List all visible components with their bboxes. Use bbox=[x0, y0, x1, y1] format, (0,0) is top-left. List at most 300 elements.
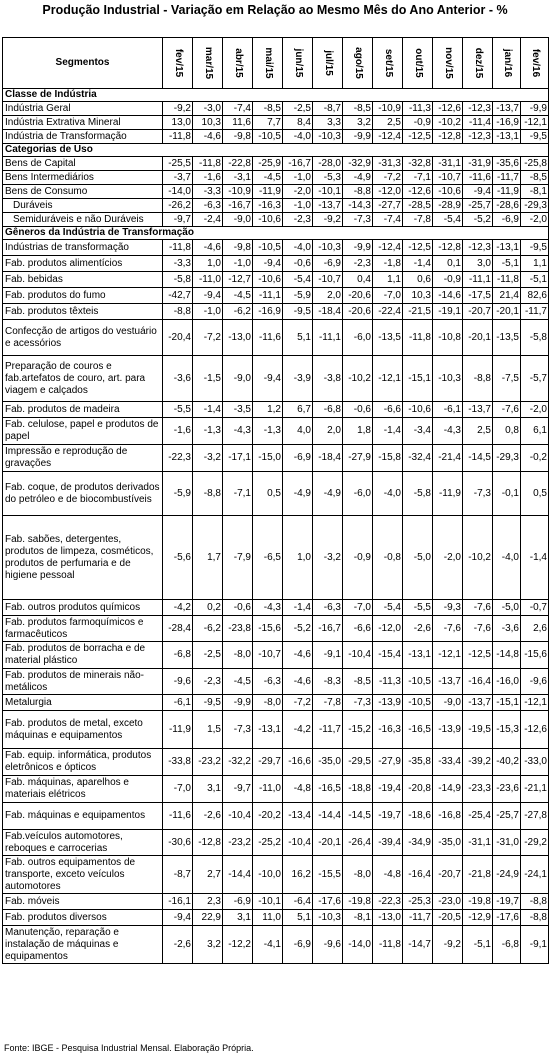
row-label: Preparação de couros e fab.artefatos de couro, art. para viagem e calçados bbox=[3, 356, 163, 402]
value-cell: -1,4 bbox=[193, 402, 223, 418]
table-row bbox=[3, 669, 549, 695]
value-cell: -8,7 bbox=[163, 856, 193, 894]
value-cell: -15,8 bbox=[373, 445, 403, 472]
value-cell: 13,0 bbox=[163, 116, 193, 130]
value-cell: 0,2 bbox=[193, 600, 223, 616]
value-cell: -31,9 bbox=[463, 157, 493, 171]
value-cell: -11,8 bbox=[163, 240, 193, 256]
value-cell: -7,2 bbox=[283, 695, 313, 711]
value-cell: -4,5 bbox=[223, 669, 253, 695]
value-cell: -26,2 bbox=[163, 199, 193, 213]
value-cell: -16,1 bbox=[163, 894, 193, 910]
value-cell: -23,0 bbox=[433, 894, 463, 910]
value-cell: -7,2 bbox=[193, 320, 223, 356]
value-cell: -3,4 bbox=[403, 418, 433, 445]
value-cell: -0,6 bbox=[223, 600, 253, 616]
value-cell: -22,3 bbox=[373, 894, 403, 910]
value-cell: -13,9 bbox=[373, 695, 403, 711]
value-cell: -1,0 bbox=[193, 304, 223, 320]
value-cell: -9,1 bbox=[521, 926, 549, 964]
table-body bbox=[3, 89, 549, 964]
table-row bbox=[3, 418, 549, 445]
row-label: Indústrias de transformação bbox=[3, 240, 163, 256]
value-cell: -9,4 bbox=[163, 910, 193, 926]
value-cell: -14,4 bbox=[313, 803, 343, 830]
row-label: Fab. outros equipamentos de transporte, exceto veículos automotores bbox=[3, 856, 163, 894]
value-cell: -10,4 bbox=[223, 803, 253, 830]
value-cell: -3,9 bbox=[283, 356, 313, 402]
row-label: Fab. produtos farmoquímicos e farmacêuticos bbox=[3, 616, 163, 642]
value-cell: -19,7 bbox=[373, 803, 403, 830]
value-cell: -8,0 bbox=[343, 856, 373, 894]
value-cell: -28,6 bbox=[493, 199, 521, 213]
value-cell: -4,2 bbox=[283, 711, 313, 749]
value-cell: -9,6 bbox=[163, 669, 193, 695]
value-cell: -1,3 bbox=[193, 418, 223, 445]
value-cell: -6,0 bbox=[343, 320, 373, 356]
value-cell: -10,5 bbox=[253, 130, 283, 144]
value-cell: -29,3 bbox=[493, 445, 521, 472]
row-label: Metalurgia bbox=[3, 695, 163, 711]
value-cell: -3,2 bbox=[193, 445, 223, 472]
value-cell: 10,3 bbox=[403, 288, 433, 304]
value-cell: -25,4 bbox=[463, 803, 493, 830]
value-cell: -4,3 bbox=[433, 418, 463, 445]
value-cell: -33,4 bbox=[433, 749, 463, 776]
section-title: Classe de Indústria bbox=[3, 89, 549, 102]
value-cell: -12,4 bbox=[373, 130, 403, 144]
row-label: Fab. produtos têxteis bbox=[3, 304, 163, 320]
value-cell: -15,2 bbox=[343, 711, 373, 749]
value-cell: -4,9 bbox=[313, 472, 343, 516]
value-cell: -10,7 bbox=[313, 272, 343, 288]
value-cell: -16,6 bbox=[283, 749, 313, 776]
value-cell: 6,1 bbox=[521, 418, 549, 445]
value-cell: -13,0 bbox=[373, 910, 403, 926]
value-cell: -17,6 bbox=[313, 894, 343, 910]
row-label: Indústria Extrativa Mineral bbox=[3, 116, 163, 130]
value-cell: -16,0 bbox=[493, 669, 521, 695]
value-cell: -10,2 bbox=[463, 516, 493, 600]
value-cell: -21,1 bbox=[521, 776, 549, 803]
row-label: Fab. máquinas, aparelhos e materiais elétricos bbox=[3, 776, 163, 803]
table-row bbox=[3, 320, 549, 356]
month-header: mar/15 bbox=[193, 38, 223, 89]
value-cell: -7,4 bbox=[373, 213, 403, 227]
value-cell: -11,8 bbox=[193, 157, 223, 171]
table-row bbox=[3, 516, 549, 600]
value-cell: -27,7 bbox=[373, 199, 403, 213]
value-cell: -9,0 bbox=[433, 695, 463, 711]
value-cell: -11,6 bbox=[253, 320, 283, 356]
value-cell: -23,6 bbox=[493, 776, 521, 803]
value-cell: -11,0 bbox=[193, 272, 223, 288]
value-cell: -28,5 bbox=[403, 199, 433, 213]
value-cell: -8,1 bbox=[521, 185, 549, 199]
table-row bbox=[3, 102, 549, 116]
value-cell: -29,5 bbox=[343, 749, 373, 776]
value-cell: -14,3 bbox=[343, 199, 373, 213]
value-cell: 4,0 bbox=[283, 418, 313, 445]
value-cell: -12,1 bbox=[521, 695, 549, 711]
value-cell: 1,0 bbox=[193, 256, 223, 272]
value-cell: -12,5 bbox=[403, 240, 433, 256]
value-cell: -0,8 bbox=[373, 516, 403, 600]
value-cell: -13,9 bbox=[433, 711, 463, 749]
value-cell: -3,2 bbox=[313, 516, 343, 600]
value-cell: -9,5 bbox=[283, 304, 313, 320]
value-cell: 5,1 bbox=[283, 320, 313, 356]
value-cell: -21,4 bbox=[433, 445, 463, 472]
value-cell: -4,5 bbox=[253, 171, 283, 185]
value-cell: -27,9 bbox=[373, 749, 403, 776]
section-title: Categorias de Uso bbox=[3, 144, 549, 157]
value-cell: -35,6 bbox=[493, 157, 521, 171]
row-label: Fab. outros produtos químicos bbox=[3, 600, 163, 616]
value-cell: 0,8 bbox=[493, 418, 521, 445]
value-cell: -7,3 bbox=[343, 213, 373, 227]
value-cell: 0,5 bbox=[253, 472, 283, 516]
value-cell: -10,4 bbox=[283, 830, 313, 856]
value-cell: -11,1 bbox=[253, 288, 283, 304]
value-cell: 10,3 bbox=[193, 116, 223, 130]
value-cell: -17,6 bbox=[493, 910, 521, 926]
value-cell: -11,7 bbox=[403, 910, 433, 926]
value-cell: -10,5 bbox=[403, 695, 433, 711]
value-cell: -12,6 bbox=[521, 711, 549, 749]
value-cell: -8,7 bbox=[313, 102, 343, 116]
value-cell: -14,6 bbox=[433, 288, 463, 304]
value-cell: -5,4 bbox=[283, 272, 313, 288]
value-cell: -2,5 bbox=[283, 102, 313, 116]
value-cell: -7,6 bbox=[493, 402, 521, 418]
value-cell: -15,0 bbox=[253, 445, 283, 472]
value-cell: 5,1 bbox=[283, 910, 313, 926]
value-cell: -12,0 bbox=[373, 185, 403, 199]
value-cell: -15,6 bbox=[521, 642, 549, 669]
value-cell: -8,1 bbox=[343, 910, 373, 926]
value-cell: -20,8 bbox=[403, 776, 433, 803]
value-cell: -1,6 bbox=[163, 418, 193, 445]
month-header: abr/15 bbox=[223, 38, 253, 89]
value-cell: -2,5 bbox=[193, 642, 223, 669]
value-cell: -23,2 bbox=[223, 830, 253, 856]
table-row bbox=[3, 171, 549, 185]
month-header: fev/15 bbox=[163, 38, 193, 89]
value-cell: -23,8 bbox=[223, 616, 253, 642]
value-cell: -0,6 bbox=[343, 402, 373, 418]
value-cell: -35,0 bbox=[433, 830, 463, 856]
value-cell: -12,6 bbox=[403, 185, 433, 199]
value-cell: -12,8 bbox=[433, 240, 463, 256]
value-cell: -12,9 bbox=[463, 910, 493, 926]
value-cell: -31,1 bbox=[463, 830, 493, 856]
value-cell: -16,3 bbox=[373, 711, 403, 749]
value-cell: -0,9 bbox=[343, 516, 373, 600]
value-cell: -5,9 bbox=[283, 288, 313, 304]
table-title: Produção Industrial - Variação em Relação ao Mesmo Mês do Ano Anterior - % bbox=[42, 3, 508, 17]
table-row bbox=[3, 288, 549, 304]
value-cell: 2,6 bbox=[521, 616, 549, 642]
value-cell: -24,9 bbox=[493, 856, 521, 894]
value-cell: -11,7 bbox=[313, 711, 343, 749]
value-cell: -10,0 bbox=[253, 856, 283, 894]
segment-header: Segmentos bbox=[3, 38, 163, 89]
value-cell: -17,1 bbox=[223, 445, 253, 472]
value-cell: 2,0 bbox=[313, 288, 343, 304]
value-cell: -7,6 bbox=[463, 616, 493, 642]
value-cell: -10,1 bbox=[253, 894, 283, 910]
section-header bbox=[3, 89, 549, 102]
value-cell: 1,1 bbox=[373, 272, 403, 288]
value-cell: -11,7 bbox=[521, 304, 549, 320]
value-cell: -3,1 bbox=[223, 171, 253, 185]
value-cell: 22,9 bbox=[193, 910, 223, 926]
value-cell: -11,8 bbox=[493, 272, 521, 288]
table-row bbox=[3, 910, 549, 926]
value-cell: -9,4 bbox=[463, 185, 493, 199]
value-cell: 7,7 bbox=[253, 116, 283, 130]
value-cell: -11,7 bbox=[493, 171, 521, 185]
value-cell: -7,5 bbox=[493, 356, 521, 402]
value-cell: -9,0 bbox=[223, 213, 253, 227]
value-cell: -13,7 bbox=[463, 402, 493, 418]
table-row bbox=[3, 600, 549, 616]
table-row bbox=[3, 256, 549, 272]
row-label: Impressão e reprodução de gravações bbox=[3, 445, 163, 472]
row-label: Fab. produtos de madeira bbox=[3, 402, 163, 418]
value-cell: -39,2 bbox=[463, 749, 493, 776]
row-label: Fab. móveis bbox=[3, 894, 163, 910]
value-cell: -9,2 bbox=[433, 926, 463, 964]
value-cell: -12,5 bbox=[403, 130, 433, 144]
value-cell: -33,8 bbox=[163, 749, 193, 776]
value-cell: -18,8 bbox=[343, 776, 373, 803]
value-cell: -9,1 bbox=[313, 642, 343, 669]
value-cell: -6,2 bbox=[193, 616, 223, 642]
value-cell: -28,9 bbox=[433, 199, 463, 213]
source-note: Fonte: IBGE - Pesquisa Industrial Mensal. Elaboração Própria. bbox=[4, 1043, 254, 1053]
row-label: Fab. máquinas e equipamentos bbox=[3, 803, 163, 830]
value-cell: -4,8 bbox=[373, 856, 403, 894]
value-cell: -11,8 bbox=[163, 130, 193, 144]
value-cell: -10,2 bbox=[433, 116, 463, 130]
value-cell: -19,8 bbox=[343, 894, 373, 910]
value-cell: -3,5 bbox=[223, 402, 253, 418]
table-row bbox=[3, 894, 549, 910]
value-cell: -6,9 bbox=[223, 894, 253, 910]
month-header: ago/15 bbox=[343, 38, 373, 89]
value-cell: -16,7 bbox=[313, 616, 343, 642]
value-cell: -9,9 bbox=[343, 130, 373, 144]
value-cell: -20,7 bbox=[433, 856, 463, 894]
value-cell: -5,8 bbox=[163, 272, 193, 288]
value-cell: -14,5 bbox=[463, 445, 493, 472]
production-table bbox=[2, 37, 549, 964]
value-cell: -7,0 bbox=[373, 288, 403, 304]
value-cell: -5,8 bbox=[403, 472, 433, 516]
value-cell: -13,0 bbox=[223, 320, 253, 356]
value-cell: -15,3 bbox=[493, 711, 521, 749]
value-cell: -7,8 bbox=[403, 213, 433, 227]
row-label: Bens de Consumo bbox=[3, 185, 163, 199]
value-cell: -21,8 bbox=[463, 856, 493, 894]
value-cell: -4,0 bbox=[283, 240, 313, 256]
value-cell: -22,3 bbox=[163, 445, 193, 472]
value-cell: -27,9 bbox=[343, 445, 373, 472]
value-cell: -34,9 bbox=[403, 830, 433, 856]
value-cell: 2,5 bbox=[373, 116, 403, 130]
value-cell: -33,0 bbox=[521, 749, 549, 776]
value-cell: -2,3 bbox=[193, 669, 223, 695]
value-cell: -7,3 bbox=[223, 711, 253, 749]
value-cell: -2,6 bbox=[193, 803, 223, 830]
value-cell: -23,2 bbox=[193, 749, 223, 776]
value-cell: -12,1 bbox=[521, 116, 549, 130]
value-cell: -5,5 bbox=[163, 402, 193, 418]
value-cell: -1,0 bbox=[223, 256, 253, 272]
value-cell: -9,4 bbox=[193, 288, 223, 304]
month-header: dez/15 bbox=[463, 38, 493, 89]
value-cell: -31,0 bbox=[493, 830, 521, 856]
value-cell: -3,7 bbox=[163, 171, 193, 185]
value-cell: -11,0 bbox=[253, 776, 283, 803]
value-cell: -6,9 bbox=[493, 213, 521, 227]
value-cell: -11,3 bbox=[373, 669, 403, 695]
value-cell: -32,4 bbox=[403, 445, 433, 472]
value-cell: -8,5 bbox=[521, 171, 549, 185]
value-cell: -0,2 bbox=[521, 445, 549, 472]
value-cell: -11,1 bbox=[463, 272, 493, 288]
value-cell: -13,5 bbox=[373, 320, 403, 356]
value-cell: -11,3 bbox=[403, 102, 433, 116]
value-cell: 6,7 bbox=[283, 402, 313, 418]
value-cell: -16,5 bbox=[403, 711, 433, 749]
value-cell: -10,3 bbox=[313, 240, 343, 256]
value-cell: -16,9 bbox=[493, 116, 521, 130]
row-label: Semiduráveis e não Duráveis bbox=[3, 213, 163, 227]
table-row bbox=[3, 116, 549, 130]
value-cell: -9,9 bbox=[343, 240, 373, 256]
value-cell: -10,1 bbox=[313, 185, 343, 199]
value-cell: 1,5 bbox=[193, 711, 223, 749]
table-row bbox=[3, 130, 549, 144]
value-cell: -16,4 bbox=[463, 669, 493, 695]
value-cell: -10,6 bbox=[433, 185, 463, 199]
value-cell: -12,8 bbox=[433, 130, 463, 144]
row-label: Fab. produtos do fumo bbox=[3, 288, 163, 304]
value-cell: -22,4 bbox=[373, 304, 403, 320]
value-cell: -2,3 bbox=[283, 213, 313, 227]
row-label: Indústria Geral bbox=[3, 102, 163, 116]
value-cell: -9,5 bbox=[193, 695, 223, 711]
value-cell: 1,7 bbox=[193, 516, 223, 600]
value-cell: -20,6 bbox=[343, 304, 373, 320]
value-cell: -5,1 bbox=[521, 272, 549, 288]
value-cell: -13,1 bbox=[493, 240, 521, 256]
value-cell: -16,7 bbox=[223, 199, 253, 213]
value-cell: -12,3 bbox=[463, 102, 493, 116]
value-cell: -4,9 bbox=[283, 472, 313, 516]
row-label: Indústria de Transformação bbox=[3, 130, 163, 144]
value-cell: -6,8 bbox=[493, 926, 521, 964]
value-cell: -16,3 bbox=[253, 199, 283, 213]
value-cell: -5,1 bbox=[493, 256, 521, 272]
table-row bbox=[3, 240, 549, 256]
value-cell: -6,6 bbox=[343, 616, 373, 642]
value-cell: -5,3 bbox=[313, 171, 343, 185]
value-cell: -11,1 bbox=[313, 320, 343, 356]
value-cell: -1,3 bbox=[253, 418, 283, 445]
value-cell: -25,7 bbox=[493, 803, 521, 830]
value-cell: -19,1 bbox=[433, 304, 463, 320]
value-cell: -16,5 bbox=[313, 776, 343, 803]
value-cell: -12,3 bbox=[463, 130, 493, 144]
table-row bbox=[3, 356, 549, 402]
row-label: Bens Intermediários bbox=[3, 171, 163, 185]
value-cell: -6,6 bbox=[373, 402, 403, 418]
value-cell: -4,6 bbox=[193, 240, 223, 256]
value-cell: 3,2 bbox=[193, 926, 223, 964]
value-cell: 0,1 bbox=[433, 256, 463, 272]
value-cell: -10,6 bbox=[253, 213, 283, 227]
header-row bbox=[3, 38, 549, 89]
row-label: Fab. produtos de borracha e de material plástico bbox=[3, 642, 163, 669]
value-cell: -15,5 bbox=[313, 856, 343, 894]
value-cell: -7,1 bbox=[223, 472, 253, 516]
value-cell: -5,9 bbox=[163, 472, 193, 516]
row-label: Fab. coque, de produtos derivados do petróleo e de biocombustíveis bbox=[3, 472, 163, 516]
value-cell: -4,9 bbox=[343, 171, 373, 185]
value-cell: -6,8 bbox=[313, 402, 343, 418]
value-cell: -29,3 bbox=[521, 199, 549, 213]
row-label: Fab. sabões, detergentes, produtos de limpeza, cosméticos, produtos de perfumaria e de higiene pessoal bbox=[3, 516, 163, 600]
value-cell: -25,2 bbox=[253, 830, 283, 856]
row-label: Fab. celulose, papel e produtos de papel bbox=[3, 418, 163, 445]
value-cell: -20,5 bbox=[433, 910, 463, 926]
value-cell: -13,7 bbox=[493, 102, 521, 116]
row-label: Fab. produtos diversos bbox=[3, 910, 163, 926]
value-cell: -8,8 bbox=[343, 185, 373, 199]
value-cell: -6,8 bbox=[163, 642, 193, 669]
value-cell: -7,2 bbox=[373, 171, 403, 185]
value-cell: -28,4 bbox=[163, 616, 193, 642]
value-cell: -14,9 bbox=[433, 776, 463, 803]
value-cell: -8,8 bbox=[521, 894, 549, 910]
value-cell: -4,5 bbox=[223, 288, 253, 304]
value-cell: -20,2 bbox=[253, 803, 283, 830]
value-cell: -32,9 bbox=[343, 157, 373, 171]
table-row bbox=[3, 185, 549, 199]
table-row bbox=[3, 616, 549, 642]
value-cell: -3,3 bbox=[163, 256, 193, 272]
value-cell: -10,2 bbox=[343, 356, 373, 402]
table-row bbox=[3, 749, 549, 776]
value-cell: -9,7 bbox=[163, 213, 193, 227]
value-cell: -11,6 bbox=[463, 171, 493, 185]
section-header bbox=[3, 144, 549, 157]
value-cell: -6,9 bbox=[283, 445, 313, 472]
value-cell: -7,0 bbox=[343, 600, 373, 616]
value-cell: -32,2 bbox=[223, 749, 253, 776]
row-label: Confecção de artigos do vestuário e acessórios bbox=[3, 320, 163, 356]
value-cell: -25,3 bbox=[403, 894, 433, 910]
value-cell: -1,4 bbox=[403, 256, 433, 272]
value-cell: -32,8 bbox=[403, 157, 433, 171]
value-cell: -5,6 bbox=[163, 516, 193, 600]
value-cell: -5,7 bbox=[521, 356, 549, 402]
value-cell: -29,7 bbox=[253, 749, 283, 776]
